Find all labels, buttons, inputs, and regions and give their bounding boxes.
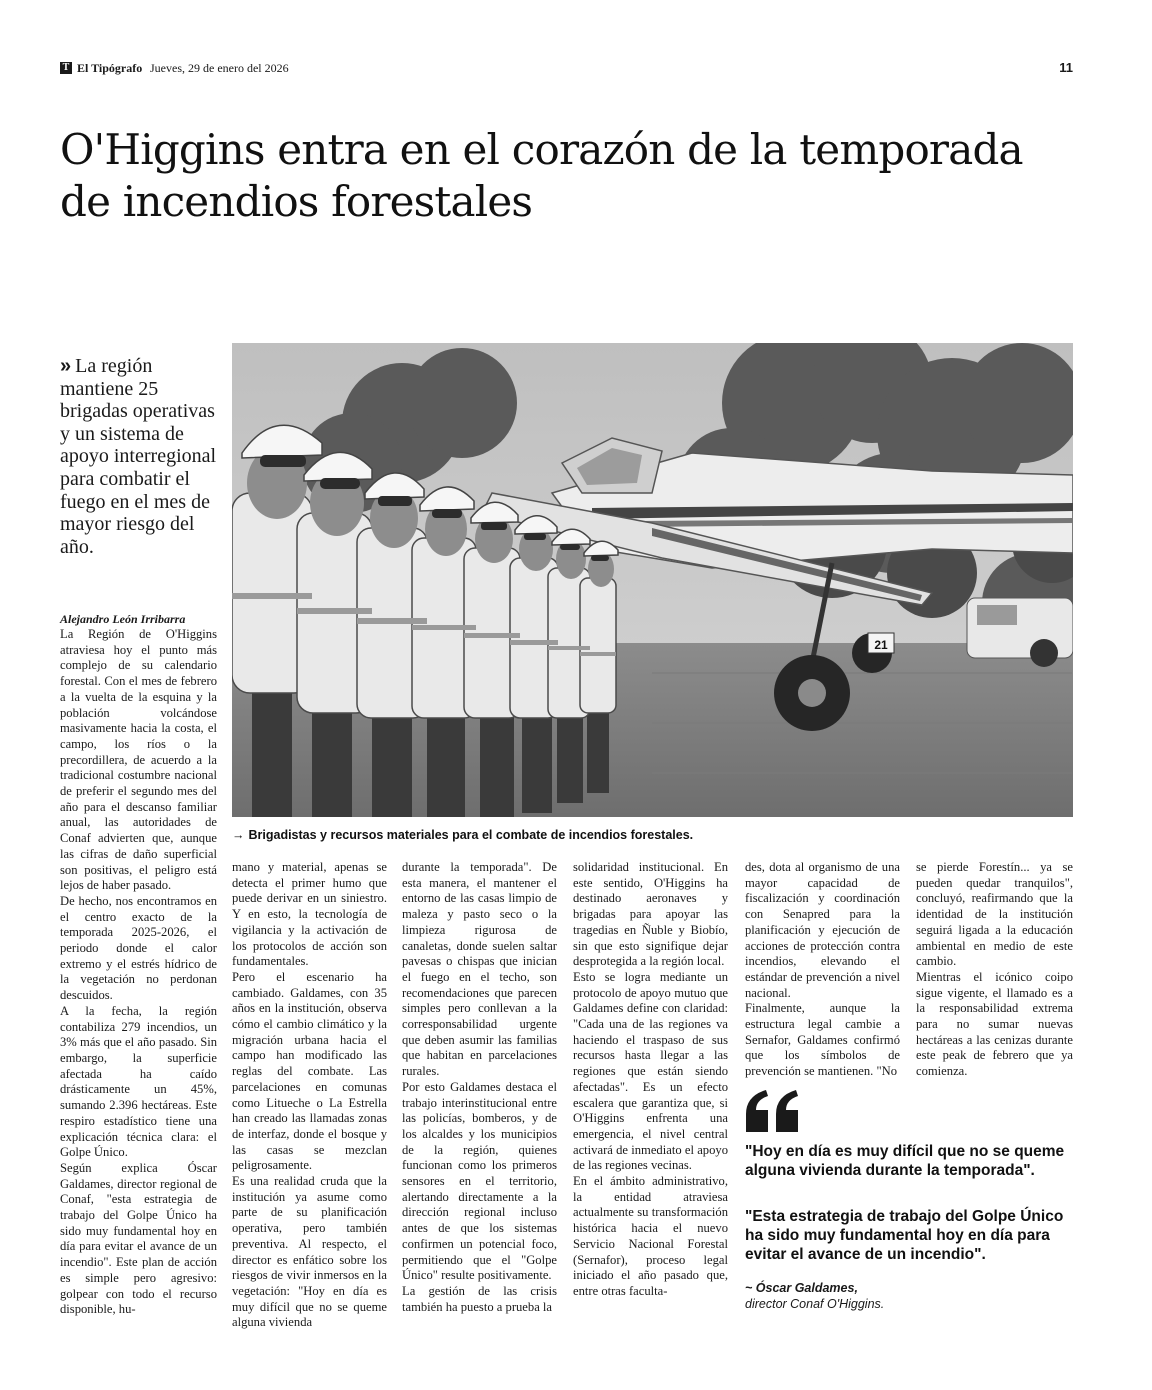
paragraph: mano y material, apenas se detecta el primer humo que puede derivar en un siniestro. Y en esto, la tecnología de vigilancia y la activación de los protocolos de acción son fundamentales. bbox=[232, 860, 387, 969]
article-column-2 bbox=[232, 860, 387, 1333]
paragraph: durante la temporada". De esta manera, el mantener el entorno de las casas limpio de maleza y pasto seco o la limpieza rigurosa de canaletas, donde suelen saltar pavesas o chispas que inician el fuego en el techo, son recomendaciones que parecen simples pero conllevan a la corresponsabilidad urgente que deben asumir las familias que habitan en parcelaciones rurales. bbox=[402, 860, 557, 1079]
paragraph: La Región de O'Higgins atraviesa hoy el punto más complejo de su calendario forestal. Con el mes de febrero a la vuelta de la esquina y la población volcándose masivamente hacia la costa, el campo, los ríos o la precordillera, de acuerdo a la tradicional costumbre nacional de preferir el segundo mes del año para el descanso familiar anual, las autoridades de Conaf advierten que, aunque las cifras de daño superficial son positivas, el peligro está lejos de haber pasado. bbox=[60, 627, 217, 893]
paragraph: De hecho, nos encontramos en el centro exacto de la temporada 2025-2026, el periodo donde el calor extremo y el estrés hídrico de la vegetación no perdonan descuidos. bbox=[60, 893, 217, 1003]
paragraph: se pierde Forestín... ya se pueden quedar tranquilos", concluyó, reafirmando que la identidad de la institución seguirá ligada a la educación ambiental en medio de este cambio. bbox=[916, 860, 1073, 969]
paragraph: Es una realidad cruda que la institución ya asume como parte de su planificación operativa, pero también preventiva. Al respecto, el director es enfático sobre los riesgos de vivir inmersos en la vegetación: "Hoy en día es muy difícil que no se queme alguna vivienda bbox=[232, 1174, 387, 1330]
paragraph: Por esto Galdames destaca el trabajo interinstitucional entre las policías, bomberos, y de los alcaldes y los municipios de la región, quienes funcionan como los primeros sensores en el territorio, alertando directamente a la dirección regional incluso antes de que los sistemas confirmen un potencial foco, permitiendo que el "Golpe Único" resulte positivamente. bbox=[402, 1079, 557, 1283]
article-column-4 bbox=[573, 860, 728, 1333]
paragraph: Finalmente, aunque la estructura legal cambie a Sernafor, Galdames confirmó que los símbolos de prevención se mantienen. "No bbox=[745, 1001, 900, 1079]
pullquote-1: "Hoy en día es muy difícil que no se queme alguna vivienda durante la temporada". bbox=[745, 1143, 1065, 1179]
issue-date: Jueves, 29 de enero del 2026 bbox=[150, 61, 289, 75]
kicker-marker-icon: » bbox=[60, 355, 72, 377]
pullquote-2: "Esta estrategia de trabajo del Golpe Único ha sido muy fundamental hoy en día para evitar el avance de un incendio". bbox=[745, 1208, 1064, 1263]
article-column-5 bbox=[745, 860, 900, 1082]
arrow-right-icon: → bbox=[232, 828, 245, 842]
paragraph: Mientras el icónico coipo sigue vigente, el llamado es a la responsabilidad extrema para no sumar nuevas hectáreas a las cenizas durante este peak de febrero que ya comienza. bbox=[916, 969, 1073, 1079]
kicker bbox=[60, 355, 220, 558]
article-column-1 bbox=[60, 627, 217, 1333]
article-column-3 bbox=[402, 860, 557, 1333]
paragraph: En el ámbito administrativo, la entidad atraviesa actualmente su transformación histórica hacia el nuevo Servicio Nacional Forestal (Sernafor), proceso legal iniciado el año pasado que, entre otras faculta- bbox=[573, 1174, 728, 1298]
pullquote-author: ~ Óscar Galdames, bbox=[745, 1281, 858, 1295]
paragraph: Según explica Óscar Galdames, director regional de Conaf, "esta estrategia de trabajo del Golpe Único ha sido muy fundamental hoy en día para evitar el avance de un incendio". Este plan de acción es simple pero agresivo: golpear con todo el recurso disponible, hu- bbox=[60, 1160, 217, 1317]
page-header bbox=[60, 60, 1073, 78]
paragraph: La gestión de las crisis también ha puesto a prueba la bbox=[402, 1283, 557, 1314]
firefighters-airplane-illustration bbox=[232, 343, 1073, 817]
article-column-6 bbox=[916, 860, 1073, 1082]
newspaper-logo-icon: T bbox=[60, 62, 72, 74]
paragraph: Esto se logra mediante un protocolo de apoyo mutuo que Galdames define con claridad: "Cada una de las regiones va haciendo el traspaso de sus recursos hasta llegar a las regiones que están siendo afectadas". Es un efecto escalera que garantiza que, si O'Higgins enfrenta una emergencia, el nivel central activará de inmediato el apoyo de las regiones vecinas. bbox=[573, 969, 728, 1173]
headline: O'Higgins entra en el corazón de la temporada de incendios forestales bbox=[60, 125, 1023, 226]
paragraph: solidaridad institucional. En este sentido, O'Higgins ha destinado aeronaves y brigadas para apoyar las tragedias en Ñuble y Biobío, sin que esto signifique dejar desprotegida a la región local. bbox=[573, 860, 728, 969]
photo-caption bbox=[232, 827, 1073, 843]
caption-text: Brigadistas y recursos materiales para el combate de incendios forestales. bbox=[248, 828, 694, 842]
kicker-text: La región mantiene 25 brigadas operativas y un sistema de apoyo interregional para combatir el fuego en el mes de mayor riesgo del año. bbox=[60, 355, 217, 558]
paragraph: A la fecha, la región contabiliza 279 incendios, un 3% más que el año pasado. Sin embargo, la superficie afectada ha caído drásticamente un 45%, sumando 2.396 hectáreas. Este respiro estadístico tiene una explicación técnica clara: el Golpe Único. bbox=[60, 1003, 217, 1160]
paragraph: Pero el escenario ha cambiado. Galdames, con 35 años en la institución, observa cómo el cambio climático y la migración urbana hacia el campo han modificado las reglas del combate. Las parcelaciones en comunas como Litueche o La Estrella han creado las llamadas zonas de interfaz, donde el bosque y las casas se mezclan peligrosamente. bbox=[232, 969, 387, 1173]
article-photo bbox=[232, 343, 1073, 817]
plane-number: 21 bbox=[874, 638, 888, 652]
page-number: 11 bbox=[1059, 60, 1073, 75]
newspaper-name: El Tipógrafo bbox=[77, 61, 143, 75]
pullquote-author-role: director Conaf O'Higgins. bbox=[745, 1297, 885, 1311]
byline: Alejandro León Irribarra bbox=[60, 612, 186, 626]
paragraph: des, dota al organismo de una mayor capacidad de fiscalización y coordinación con Senapred para la planificación y ejecución de acciones de protección contra incendios, elevando el estándar de prevención a nivel nacional. bbox=[745, 860, 900, 1000]
quotation-mark-icon bbox=[744, 1088, 804, 1134]
